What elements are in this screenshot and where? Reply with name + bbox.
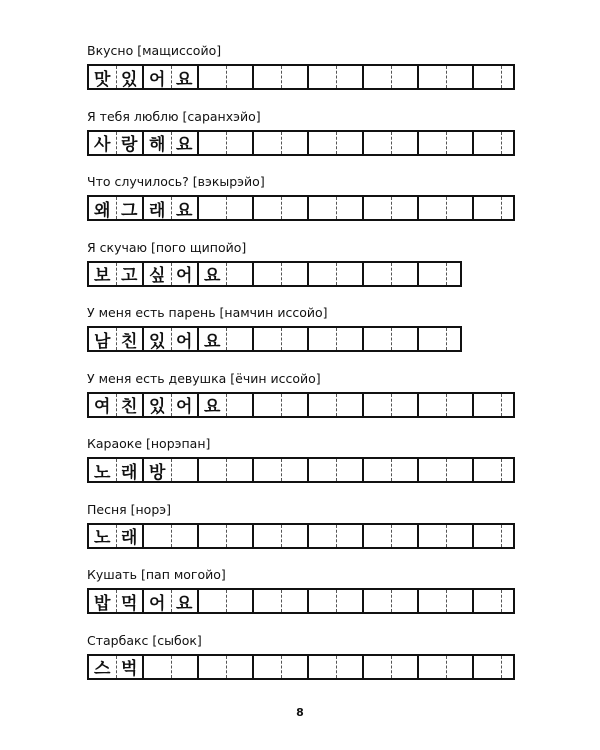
cell-pair: [472, 590, 527, 612]
empty-practice-cell: [474, 525, 501, 547]
hangul-syllable: 싶: [149, 266, 166, 286]
cell-pair: [362, 66, 417, 88]
empty-practice-cell: [446, 459, 473, 481]
cell-pair: [417, 197, 472, 219]
phrase-caption: Песня [норэ]: [87, 501, 171, 517]
empty-practice-cell: [501, 459, 528, 481]
empty-practice-cell: [474, 132, 501, 154]
cell-pair: [197, 66, 252, 88]
cell-pair: [252, 197, 307, 219]
hangul-syllable: 사: [94, 135, 111, 155]
cell-pair: [417, 394, 472, 416]
cell-pair: [307, 459, 362, 481]
cell-pair: [197, 656, 252, 678]
cell-pair: [197, 132, 252, 154]
empty-practice-cell: [281, 656, 308, 678]
hangul-syllable: 노: [94, 528, 111, 548]
cell-pair: [197, 263, 252, 285]
cell-pair: [142, 394, 197, 416]
empty-practice-cell: [446, 66, 473, 88]
empty-practice-cell: [309, 525, 336, 547]
empty-practice-cell: [226, 590, 253, 612]
empty-practice-cell: [446, 656, 473, 678]
cell-pair: [197, 197, 252, 219]
empty-practice-cell: [364, 263, 391, 285]
cell-pair: [252, 66, 307, 88]
empty-practice-cell: [501, 132, 528, 154]
hangul-syllable: 밥: [94, 593, 111, 614]
cell-pair: [307, 66, 362, 88]
empty-practice-cell: [391, 459, 418, 481]
empty-practice-cell: [171, 459, 198, 481]
cell-pair: [89, 590, 142, 612]
cell-pair: [142, 328, 197, 350]
empty-practice-cell: [364, 394, 391, 416]
empty-practice-cell: [226, 656, 253, 678]
empty-practice-cell: [336, 525, 363, 547]
empty-practice-cell: [336, 132, 363, 154]
writing-strip: [87, 195, 515, 221]
empty-practice-cell: [474, 459, 501, 481]
empty-practice-cell: [254, 263, 281, 285]
hangul-syllable: 있: [116, 66, 143, 88]
phrase-caption: Вкусно [мащиссойо]: [87, 43, 222, 58]
hangul-syllable: 친: [116, 394, 143, 416]
empty-practice-cell: [391, 590, 418, 612]
cell-pair: [307, 525, 362, 547]
empty-practice-cell: [171, 656, 198, 678]
empty-practice-cell: [281, 263, 308, 285]
empty-practice-cell: [364, 66, 391, 88]
cell-pair: [417, 656, 472, 678]
cell-pair: [89, 525, 142, 547]
empty-practice-cell: [309, 590, 336, 612]
hangul-syllable: 보: [94, 266, 111, 286]
cell-pair: [362, 525, 417, 547]
writing-strip: [87, 392, 515, 418]
empty-practice-cell: [254, 132, 281, 154]
cell-pair: [252, 459, 307, 481]
empty-practice-cell: [336, 590, 363, 612]
cell-pair: [89, 66, 142, 88]
phrase-caption: Что случилось? [вэкырэйо]: [87, 174, 265, 189]
hangul-syllable: 요: [171, 132, 198, 154]
cell-pair: [252, 525, 307, 547]
cell-pair: [417, 66, 472, 88]
hangul-syllable: 요: [171, 590, 198, 612]
phrase-caption: Старбакс [сыбок]: [87, 632, 202, 648]
cell-pair: [362, 394, 417, 416]
empty-practice-cell: [364, 132, 391, 154]
empty-practice-cell: [199, 197, 226, 219]
empty-practice-cell: [501, 197, 528, 219]
empty-practice-cell: [474, 394, 501, 416]
empty-practice-cell: [281, 328, 308, 350]
hangul-syllable: 먹: [116, 590, 143, 612]
empty-practice-cell: [254, 197, 281, 219]
cell-pair: [417, 132, 472, 154]
cell-pair: [89, 656, 142, 678]
hangul-syllable: 남: [94, 331, 111, 352]
cell-pair: [362, 197, 417, 219]
empty-practice-cell: [391, 394, 418, 416]
empty-practice-cell: [419, 656, 446, 678]
hangul-syllable: 왜: [94, 200, 111, 221]
phrase-caption: Кушать [пап могойо]: [87, 567, 226, 582]
cell-pair: [362, 459, 417, 481]
empty-practice-cell: [336, 197, 363, 219]
cell-pair: [307, 132, 362, 154]
empty-practice-cell: [254, 590, 281, 612]
cell-pair: [89, 459, 142, 481]
empty-practice-cell: [336, 263, 363, 285]
empty-practice-cell: [309, 656, 336, 678]
empty-practice-cell: [501, 394, 528, 416]
empty-practice-cell: [199, 132, 226, 154]
hangul-syllable: 친: [116, 328, 143, 350]
writing-strip: [87, 130, 515, 156]
empty-practice-cell: [226, 459, 253, 481]
cell-pair: [362, 263, 417, 285]
empty-practice-cell: [391, 66, 418, 88]
hangul-syllable: 요: [204, 331, 221, 352]
empty-practice-cell: [144, 525, 171, 547]
hangul-syllable: 래: [116, 459, 143, 481]
writing-strip: [87, 457, 515, 483]
page-number: 8: [296, 706, 304, 719]
cell-pair: [417, 328, 472, 350]
cell-pair: [362, 132, 417, 154]
empty-practice-cell: [446, 328, 473, 350]
empty-practice-cell: [474, 590, 501, 612]
cell-pair: [142, 656, 197, 678]
cell-pair: [417, 525, 472, 547]
empty-practice-cell: [446, 197, 473, 219]
hangul-syllable: 그: [116, 197, 143, 219]
hangul-syllable: 어: [149, 593, 166, 614]
cell-pair: [142, 459, 197, 481]
cell-pair: [472, 66, 527, 88]
empty-practice-cell: [419, 66, 446, 88]
empty-practice-cell: [419, 132, 446, 154]
phrase-caption: У меня есть парень [намчин иссойо]: [87, 305, 328, 320]
hangul-syllable: 방: [149, 462, 166, 483]
hangul-syllable: 여: [94, 397, 111, 417]
cell-pair: [472, 394, 527, 416]
empty-practice-cell: [254, 394, 281, 416]
empty-practice-cell: [226, 66, 253, 88]
empty-practice-cell: [419, 590, 446, 612]
empty-practice-cell: [199, 656, 226, 678]
hangul-syllable: 어: [171, 328, 198, 350]
empty-practice-cell: [364, 328, 391, 350]
empty-practice-cell: [336, 328, 363, 350]
writing-strip: [87, 588, 515, 614]
cell-pair: [142, 525, 197, 547]
cell-pair: [89, 132, 142, 154]
hangul-syllable: 스: [94, 659, 111, 679]
empty-practice-cell: [391, 132, 418, 154]
writing-strip: [87, 64, 515, 90]
empty-practice-cell: [336, 66, 363, 88]
cell-pair: [472, 197, 527, 219]
cell-pair: [197, 459, 252, 481]
empty-practice-cell: [419, 197, 446, 219]
cell-pair: [89, 394, 142, 416]
empty-practice-cell: [446, 132, 473, 154]
empty-practice-cell: [309, 263, 336, 285]
hangul-syllable: 요: [171, 197, 198, 219]
empty-practice-cell: [336, 459, 363, 481]
cell-pair: [307, 394, 362, 416]
cell-pair: [307, 590, 362, 612]
writing-strip: [87, 261, 462, 287]
empty-practice-cell: [474, 656, 501, 678]
cell-pair: [197, 590, 252, 612]
empty-practice-cell: [309, 132, 336, 154]
cell-pair: [362, 328, 417, 350]
empty-practice-cell: [419, 394, 446, 416]
hangul-syllable: 어: [171, 263, 198, 285]
empty-practice-cell: [364, 525, 391, 547]
empty-practice-cell: [226, 525, 253, 547]
empty-practice-cell: [199, 66, 226, 88]
empty-practice-cell: [254, 525, 281, 547]
phrase-caption: Караоке [норэпан]: [87, 436, 211, 451]
empty-practice-cell: [309, 394, 336, 416]
empty-practice-cell: [364, 590, 391, 612]
hangul-syllable: 어: [171, 394, 198, 416]
empty-practice-cell: [391, 197, 418, 219]
hangul-syllable: 고: [116, 263, 143, 285]
cell-pair: [362, 590, 417, 612]
cell-pair: [89, 328, 142, 350]
hangul-syllable: 있: [149, 397, 166, 417]
hangul-syllable: 래: [116, 525, 143, 547]
hangul-syllable: 요: [171, 66, 198, 88]
cell-pair: [89, 263, 142, 285]
cell-pair: [472, 525, 527, 547]
empty-practice-cell: [446, 394, 473, 416]
cell-pair: [142, 590, 197, 612]
empty-practice-cell: [391, 328, 418, 350]
hangul-syllable: 벅: [116, 656, 143, 678]
cell-pair: [307, 328, 362, 350]
empty-practice-cell: [446, 590, 473, 612]
empty-practice-cell: [336, 394, 363, 416]
empty-practice-cell: [226, 328, 253, 350]
empty-practice-cell: [226, 263, 253, 285]
empty-practice-cell: [254, 328, 281, 350]
cell-pair: [417, 459, 472, 481]
hangul-syllable: 래: [149, 200, 166, 221]
hangul-syllable: 노: [94, 462, 111, 483]
writing-strip: [87, 326, 462, 352]
empty-practice-cell: [419, 459, 446, 481]
cell-pair: [472, 132, 527, 154]
cell-pair: [362, 656, 417, 678]
empty-practice-cell: [446, 525, 473, 547]
cell-pair: [417, 263, 472, 285]
empty-practice-cell: [474, 197, 501, 219]
empty-practice-cell: [419, 263, 446, 285]
empty-practice-cell: [391, 263, 418, 285]
cell-pair: [252, 328, 307, 350]
empty-practice-cell: [419, 328, 446, 350]
empty-practice-cell: [281, 525, 308, 547]
cell-pair: [252, 394, 307, 416]
empty-practice-cell: [446, 263, 473, 285]
cell-pair: [252, 263, 307, 285]
phrase-caption: У меня есть девушка [ёчин иссойо]: [87, 370, 321, 386]
cell-pair: [307, 656, 362, 678]
cell-pair: [252, 590, 307, 612]
empty-practice-cell: [199, 590, 226, 612]
empty-practice-cell: [281, 394, 308, 416]
empty-practice-cell: [281, 459, 308, 481]
cell-pair: [197, 525, 252, 547]
empty-practice-cell: [254, 66, 281, 88]
empty-practice-cell: [171, 525, 198, 547]
cell-pair: [472, 459, 527, 481]
hangul-syllable: 어: [149, 69, 166, 90]
empty-practice-cell: [391, 525, 418, 547]
empty-practice-cell: [281, 197, 308, 219]
cell-pair: [89, 197, 142, 219]
empty-practice-cell: [309, 459, 336, 481]
empty-practice-cell: [391, 656, 418, 678]
writing-strip: [87, 654, 515, 680]
cell-pair: [472, 656, 527, 678]
hangul-syllable: 맛: [94, 69, 111, 90]
cell-pair: [252, 132, 307, 154]
hangul-syllable: 해: [149, 135, 166, 155]
empty-practice-cell: [226, 197, 253, 219]
empty-practice-cell: [336, 656, 363, 678]
empty-practice-cell: [254, 459, 281, 481]
cell-pair: [142, 66, 197, 88]
empty-practice-cell: [309, 328, 336, 350]
cell-pair: [307, 263, 362, 285]
cell-pair: [417, 590, 472, 612]
empty-practice-cell: [281, 66, 308, 88]
hangul-syllable: 랑: [116, 132, 143, 154]
empty-practice-cell: [226, 394, 253, 416]
cell-pair: [197, 328, 252, 350]
empty-practice-cell: [309, 66, 336, 88]
hangul-syllable: 요: [204, 397, 221, 417]
cell-pair: [142, 197, 197, 219]
empty-practice-cell: [364, 197, 391, 219]
empty-practice-cell: [281, 132, 308, 154]
empty-practice-cell: [309, 197, 336, 219]
empty-practice-cell: [474, 66, 501, 88]
empty-practice-cell: [199, 525, 226, 547]
empty-practice-cell: [501, 525, 528, 547]
empty-practice-cell: [501, 656, 528, 678]
empty-practice-cell: [364, 459, 391, 481]
empty-practice-cell: [226, 132, 253, 154]
hangul-syllable: 요: [204, 266, 221, 286]
writing-strip: [87, 523, 515, 549]
cell-pair: [142, 132, 197, 154]
cell-pair: [142, 263, 197, 285]
empty-practice-cell: [199, 459, 226, 481]
empty-practice-cell: [281, 590, 308, 612]
empty-practice-cell: [144, 656, 171, 678]
hangul-syllable: 있: [149, 331, 166, 352]
cell-pair: [197, 394, 252, 416]
empty-practice-cell: [501, 66, 528, 88]
phrase-caption: Я тебя люблю [саранхэйо]: [87, 108, 261, 124]
cell-pair: [307, 197, 362, 219]
phrase-caption: Я скучаю [пого щипойо]: [87, 239, 247, 255]
empty-practice-cell: [501, 590, 528, 612]
cell-pair: [252, 656, 307, 678]
empty-practice-cell: [364, 656, 391, 678]
empty-practice-cell: [419, 525, 446, 547]
empty-practice-cell: [254, 656, 281, 678]
